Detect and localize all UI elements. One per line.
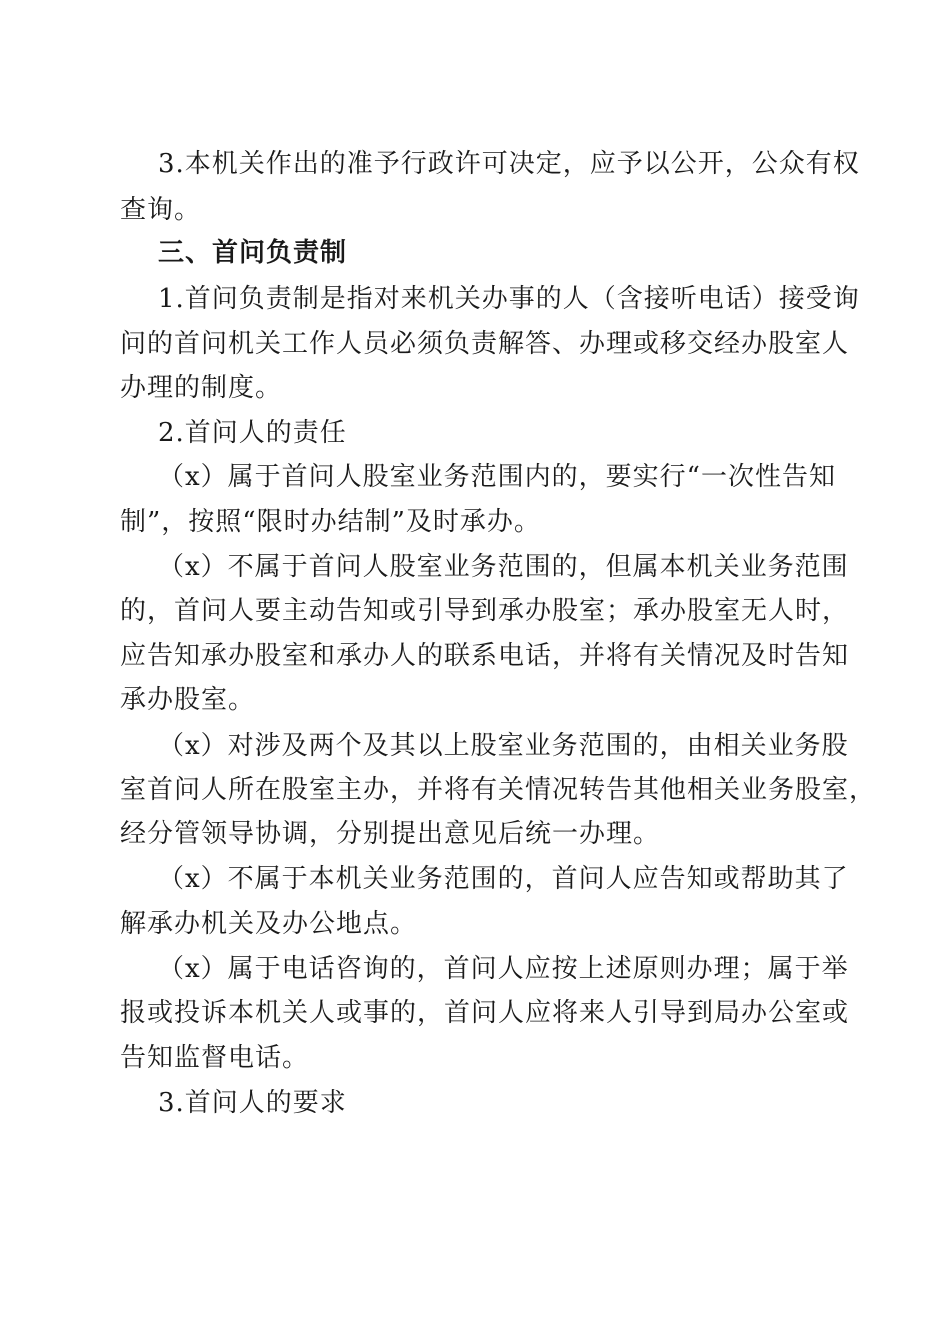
paragraph-line: 制”，按照“限时办结制”及时承办。 [120, 507, 541, 537]
subsection-heading: 3.首问人的要求 [158, 1088, 347, 1118]
paragraph-line: 3.本机关作出的准予行政许可决定，应予以公开，公众有权 [158, 149, 860, 179]
paragraph-line: 办理的制度。 [120, 373, 283, 403]
paragraph-line: （x）属于首问人股室业务范围内的，要实行“一次性告知 [158, 462, 836, 492]
paragraph-line: 告知监督电话。 [120, 1043, 310, 1073]
subsection-heading: 2.首问人的责任 [158, 418, 347, 448]
paragraph-line: （x）不属于首问人股室业务范围的，但属本机关业务范围 [158, 552, 849, 582]
paragraph-line: 1.首问负责制是指对来机关办事的人（含接听电话）接受询 [158, 284, 860, 314]
paragraph-line: 应告知承办股室和承办人的联系电话，并将有关情况及时告知 [120, 641, 850, 671]
paragraph-line: 室首问人所在股室主办，并将有关情况转告其他相关业务股室， [120, 775, 877, 805]
paragraph-line: （x）对涉及两个及其以上股室业务范围的，由相关业务股 [158, 731, 849, 761]
paragraph-line: 的，首问人要主动告知或引导到承办股室；承办股室无人时， [120, 596, 850, 626]
paragraph-line: 解承办机关及办公地点。 [120, 909, 418, 939]
paragraph-line: 查询。 [120, 195, 202, 225]
paragraph-line: （x）不属于本机关业务范围的，首问人应告知或帮助其了 [158, 864, 849, 894]
paragraph-line: 报或投诉本机关人或事的，首问人应将来人引导到局办公室或 [120, 998, 850, 1028]
paragraph-line: 经分管领导协调，分别提出意见后统一办理。 [120, 819, 661, 849]
paragraph-line: 承办股室。 [120, 685, 256, 715]
paragraph-line: 问的首问机关工作人员必须负责解答、办理或移交经办股室人 [120, 329, 850, 359]
paragraph-line: （x）属于电话咨询的，首问人应按上述原则办理；属于举 [158, 954, 849, 984]
section-heading: 三、首问负责制 [158, 238, 348, 268]
